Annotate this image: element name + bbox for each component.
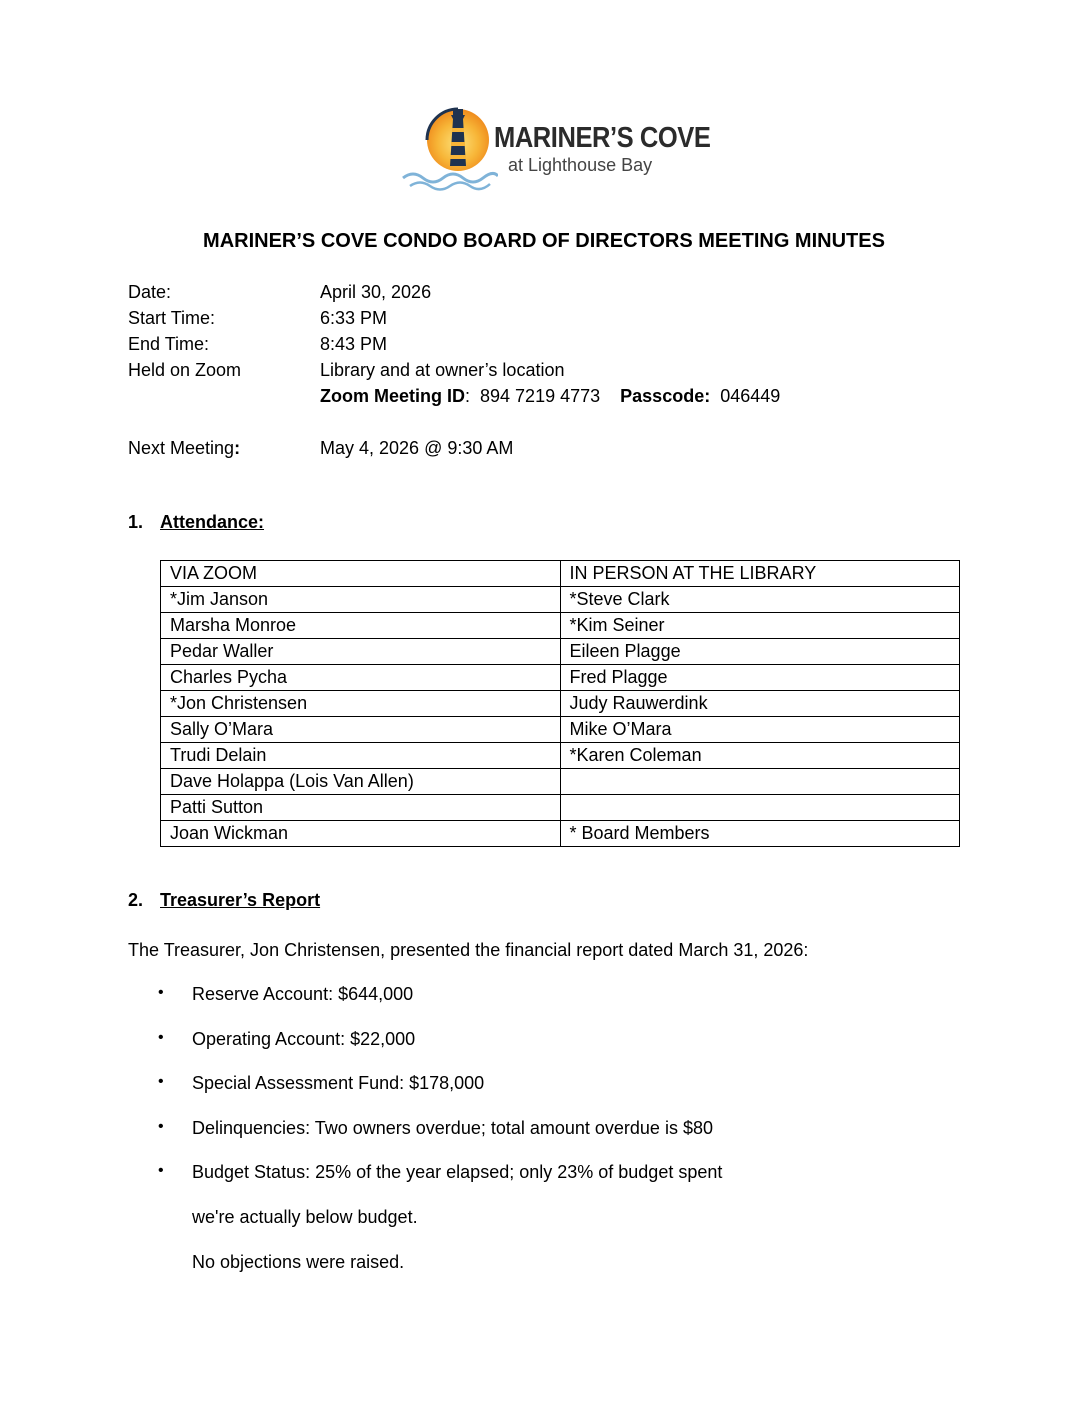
- table-row: [161, 587, 960, 613]
- list-item-text: Reserve Account: $644,000: [192, 984, 414, 1004]
- table-row: [161, 639, 960, 665]
- budget-continuation: we're actually below budget.: [192, 1207, 418, 1227]
- next-meeting-colon: :: [234, 438, 241, 458]
- objections-note: No objections were raised.: [192, 1252, 405, 1272]
- table-cell: *Jon Christensen: [161, 691, 561, 717]
- attendance-number: 1.: [128, 512, 144, 532]
- table-row: [161, 665, 960, 691]
- table-cell: Judy Rauwerdink: [560, 691, 960, 717]
- table-row: [161, 717, 960, 743]
- table-cell: [560, 769, 960, 795]
- table-row: [161, 769, 960, 795]
- mariners-cove-logo: [398, 100, 711, 192]
- table-cell: Charles Pycha: [161, 665, 561, 691]
- table-cell: *Karen Coleman: [560, 743, 960, 769]
- zoom-details: [320, 383, 780, 409]
- treasurer-heading-text: Treasurer’s Report: [160, 890, 321, 910]
- passcode-label: Passcode:: [620, 386, 711, 406]
- table-cell: *Steve Clark: [560, 587, 960, 613]
- treasurer-heading: [128, 890, 320, 911]
- lighthouse-sunset-logo-icon: [398, 100, 498, 192]
- location-label: Held on Zoom: [128, 360, 242, 380]
- start-time-value: 6:33 PM: [320, 308, 388, 328]
- next-meeting-label: [128, 435, 240, 461]
- table-cell: Trudi Delain: [161, 743, 561, 769]
- table-cell: Eileen Plagge: [560, 639, 960, 665]
- bullet-icon: •: [158, 1118, 164, 1135]
- logo-subtitle: at Lighthouse Bay: [508, 155, 653, 175]
- table-header-row: [161, 561, 960, 587]
- start-time-label: Start Time:: [128, 308, 216, 328]
- attendance-heading: [128, 512, 264, 533]
- table-row: [161, 691, 960, 717]
- list-item-text: Operating Account: $22,000: [192, 1029, 416, 1049]
- table-cell: Joan Wickman: [161, 821, 561, 847]
- table-cell: Mike O’Mara: [560, 717, 960, 743]
- list-item-text: Budget Status: 25% of the year elapsed; only 23% of budget spent: [192, 1162, 723, 1182]
- table-cell: *Jim Janson: [161, 587, 561, 613]
- table-row: [161, 795, 960, 821]
- passcode-value: 046449: [720, 386, 781, 406]
- zoom-id-label: Zoom Meeting ID: [320, 386, 465, 406]
- bullet-icon: •: [158, 1029, 164, 1046]
- zoom-id-colon: :: [465, 386, 481, 406]
- zoom-id-value: 894 7219 4773: [480, 386, 601, 406]
- table-cell: Pedar Waller: [161, 639, 561, 665]
- treasurer-number: 2.: [128, 890, 144, 910]
- table-cell: *Kim Seiner: [560, 613, 960, 639]
- column-header-zoom: VIA ZOOM: [161, 561, 561, 587]
- bullet-icon: •: [158, 984, 164, 1001]
- table-row: [161, 821, 960, 847]
- bullet-icon: •: [158, 1162, 164, 1179]
- table-cell: * Board Members: [560, 821, 960, 847]
- table-cell: [560, 795, 960, 821]
- next-meeting-label-text: Next Meeting: [128, 438, 235, 458]
- attendance-heading-text: Attendance:: [160, 512, 265, 532]
- date-value: April 30, 2026: [320, 282, 432, 302]
- table-cell: Fred Plagge: [560, 665, 960, 691]
- next-meeting-value: May 4, 2026 @ 9:30 AM: [320, 438, 514, 458]
- table-cell: Patti Sutton: [161, 795, 561, 821]
- list-item-text: Delinquencies: Two owners overdue; total amount overdue is $80: [192, 1118, 713, 1138]
- end-time-label: End Time:: [128, 334, 210, 354]
- document-title: MARINER’S COVE CONDO BOARD OF DIRECTORS MEETING MINUTES: [203, 230, 885, 252]
- table-cell: Dave Holappa (Lois Van Allen): [161, 769, 561, 795]
- location-value: Library and at owner’s location: [320, 360, 565, 380]
- end-time-value: 8:43 PM: [320, 334, 388, 354]
- table-cell: Sally O’Mara: [161, 717, 561, 743]
- date-label: Date:: [128, 282, 172, 302]
- column-header-in-person: IN PERSON AT THE LIBRARY: [560, 561, 960, 587]
- table-row: [161, 743, 960, 769]
- attendance-table: [160, 560, 960, 847]
- table-row: [161, 613, 960, 639]
- table-cell: Marsha Monroe: [161, 613, 561, 639]
- treasurer-intro: The Treasurer, Jon Christensen, presented the financial report dated March 31, 2026:: [128, 940, 809, 960]
- bullet-icon: •: [158, 1073, 164, 1090]
- list-item-text: Special Assessment Fund: $178,000: [192, 1073, 485, 1093]
- logo-title: MARINER’S COVE: [494, 122, 711, 154]
